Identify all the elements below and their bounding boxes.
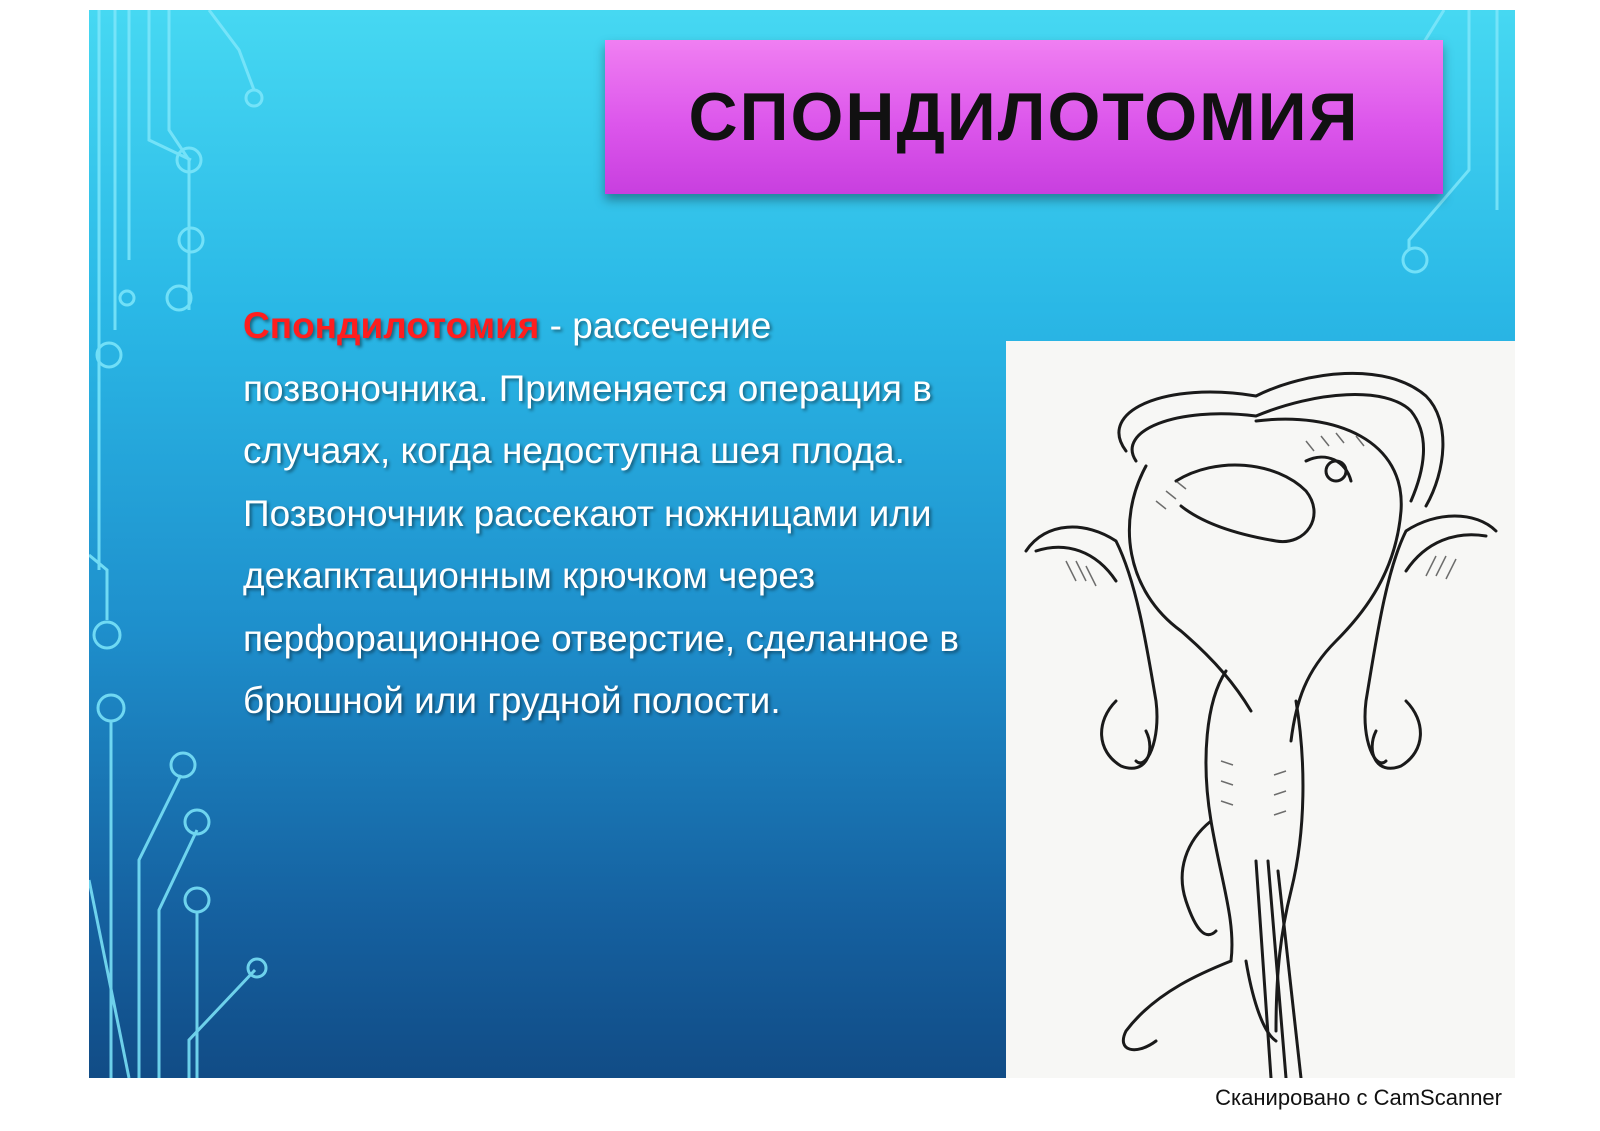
slide-title: СПОНДИЛОТОМИЯ bbox=[688, 79, 1360, 155]
highlighted-term: Спондилотомия bbox=[243, 305, 540, 346]
slide bbox=[89, 10, 1515, 1078]
illustration-panel bbox=[1006, 341, 1515, 1078]
obstetric-spondylotomy-drawing bbox=[1006, 341, 1515, 1078]
title-banner bbox=[605, 40, 1443, 194]
definition-text: - рассечение позвоночника. Применяется операция в случаях, когда недоступна шея плода. Позвоночник рассекают ножницами или декапктационным крючком через перфорационное отверстие, сделанное в брюшной или грудной полости. bbox=[243, 305, 960, 721]
definition-paragraph bbox=[243, 295, 1003, 733]
camscanner-watermark: Сканировано с CamScanner bbox=[1215, 1085, 1502, 1110]
